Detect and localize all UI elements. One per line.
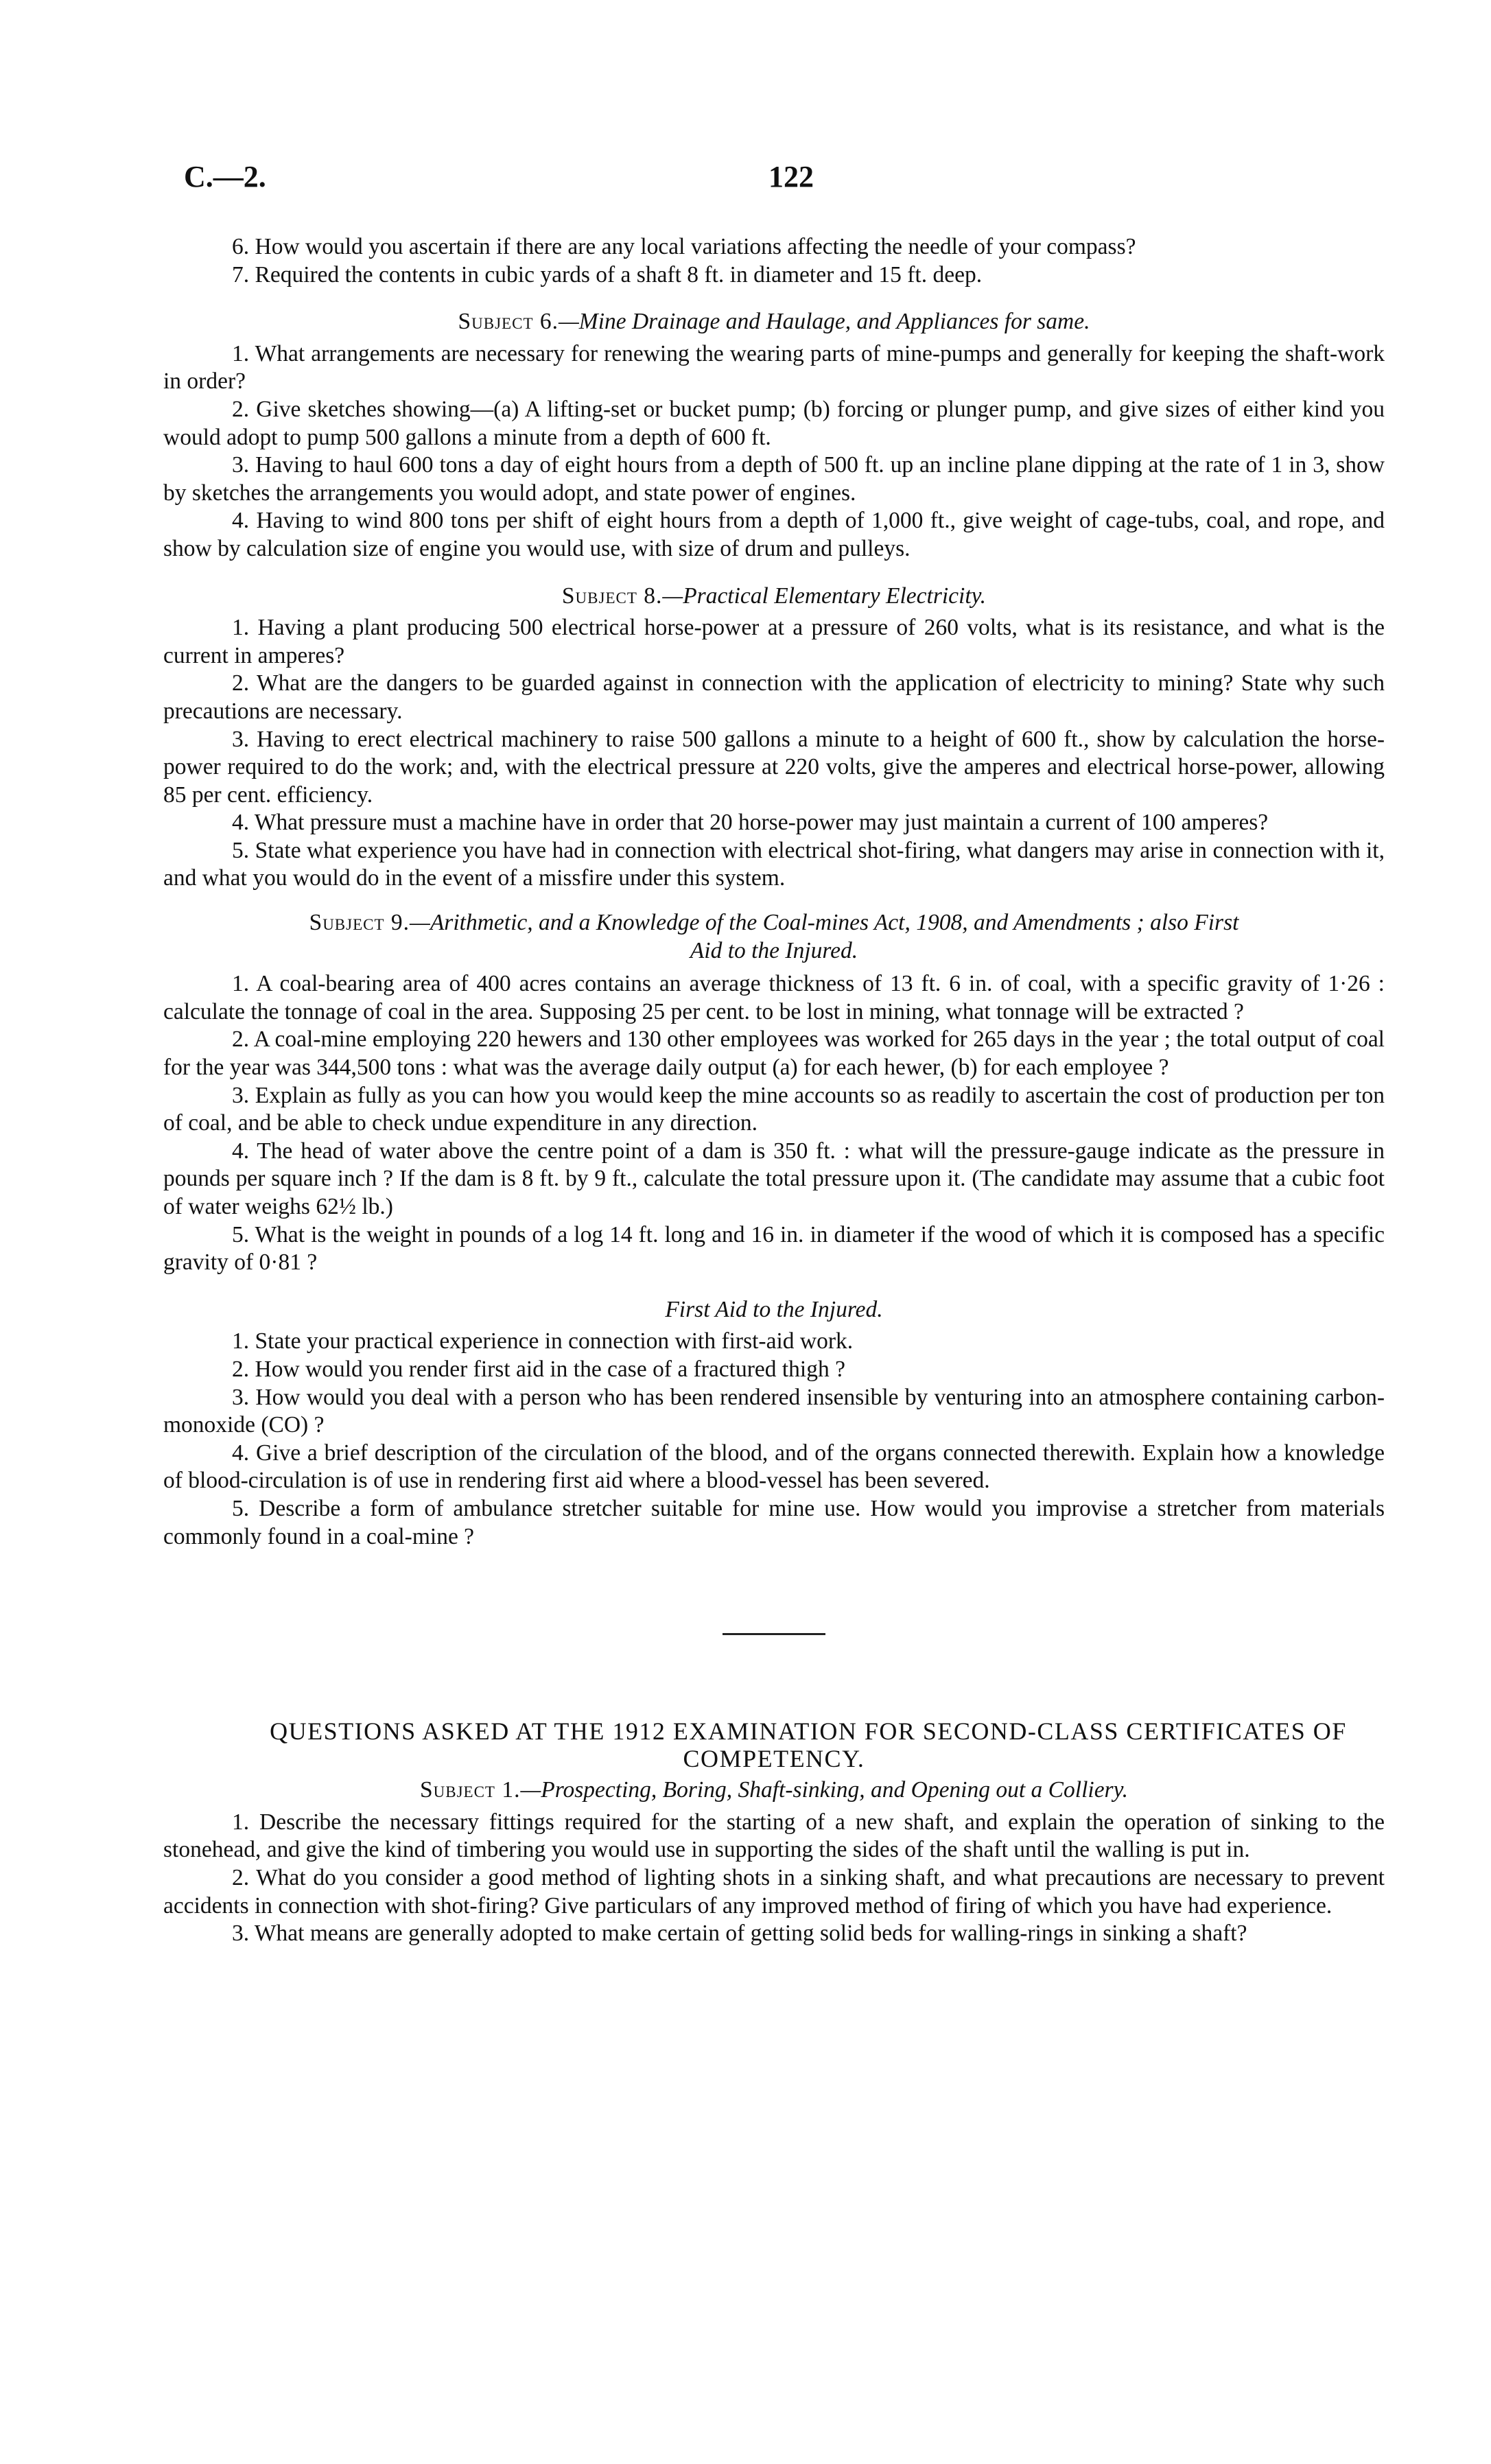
subject-title: —Practical Elementary Electricity. [662, 583, 987, 609]
question-paragraph: 3. Having to haul 600 tons a day of eight hours from a depth of 500 ft. up an incline plane dipping at the rate of 1 in 3, show by sketches the arrangements you would adopt, and state power of engines. [163, 452, 1385, 506]
question-paragraph: 6. How would you ascertain if there are any local variations affecting the needle of your compass? [232, 234, 1136, 259]
subject-label: Subject 8. [561, 583, 663, 609]
subject-8-heading [163, 583, 1385, 611]
page-header [184, 159, 1381, 200]
section-divider [723, 1633, 825, 1635]
subject-6-heading [163, 308, 1385, 336]
question-paragraph: 2. What are the dangers to be guarded against in connection with the application of electricity to mining? State why such precautions are necessary. [163, 670, 1385, 724]
question-paragraph: 5. State what experience you have had in connection with electrical shot-firing, what dangers may arise in connection with it, and what you would do in the event of a missfire under this system. [163, 837, 1385, 891]
subject-9-heading [163, 909, 1385, 965]
question-paragraph: 4. The head of water above the centre point of a dam is 350 ft. : what will the pressure-gauge indicate as the pressure in pounds per square inch ? If the dam is 8 ft. by 9 ft., calculate the total pressure upon it. (The candidate may assume that a cubic foot of water weighs 62½ lb.) [163, 1138, 1385, 1219]
question-paragraph: 3. How would you deal with a person who has been rendered insensible by venturing into an atmosphere containing carbon-monoxide (CO) ? [163, 1384, 1385, 1438]
subject-label: Subject 1. [419, 1777, 521, 1803]
document-reference: C.—2. [184, 160, 266, 193]
question-paragraph: 1. What arrangements are necessary for renewing the wearing parts of mine-pumps and generally for keeping the shaft-work in order? [163, 340, 1385, 395]
question-paragraph: 1. A coal-bearing area of 400 acres contains an average thickness of 13 ft. 6 in. of coal, with a specific gravity of 1·26 : calculate the tonnage of coal in the area. Supposing 25 per cent. to be lost in mining, what tonnage will be extracted ? [163, 971, 1385, 1024]
subject-label: Subject 9. [309, 910, 410, 936]
question-paragraph: 1. Describe the necessary fittings required for the starting of a new shaft, and explain the operation of sinking to the stonehead, and give the kind of timbering you would use in supporting the sides of the shaft until the walling is put in. [163, 1809, 1385, 1863]
question-paragraph: 5. Describe a form of ambulance stretcher suitable for mine use. How would you improvise a stretcher from materials commonly found in a coal-mine ? [163, 1495, 1385, 1549]
question-paragraph: 3. Explain as fully as you can how you would keep the mine accounts so as readily to ascertain the cost of production per ton of coal, and be able to check undue expenditure in any direction. [163, 1082, 1385, 1136]
question-paragraph: 1. State your practical experience in connection with first-aid work. [232, 1328, 854, 1354]
subject-title: —Mine Drainage and Haulage, and Appliances for same. [559, 309, 1090, 335]
question-paragraph: 2. A coal-mine employing 220 hewers and 130 other employees was worked for 265 days in the year ; the total output of coal for the year was 344,500 tons : what was the average daily output (a) for each hewer, (b) for each employee ? [163, 1026, 1385, 1081]
question-paragraph: 2. What do you consider a good method of lighting shots in a sinking shaft, and what precautions are necessary to prevent accidents in connection with shot-firing? Give particulars of any improved method of firing of which you have had experience. [163, 1864, 1385, 1919]
question-paragraph: 4. What pressure must a machine have in order that 20 horse-power may just maintain a current of 100 amperes? [232, 810, 1269, 836]
question-paragraph: 4. Give a brief description of the circulation of the blood, and of the organs connected therewith. Explain how a knowledge of blood-circulation is of use in rendering first aid where a blood-vessel has been severed. [163, 1440, 1385, 1494]
question-paragraph: 2. How would you render first aid in the case of a fractured thigh ? [232, 1356, 845, 1382]
question-paragraph: 7. Required the contents in cubic yards of a shaft 8 ft. in diameter and 15 ft. deep. [232, 261, 983, 288]
subject-title: —Arithmetic, and a Knowledge of the Coal-mines Act, 1908, and Amendments ; also First [410, 910, 1239, 936]
section-title: QUESTIONS ASKED AT THE 1912 EXAMINATION FOR SECOND-CLASS CERTIFICATES OF COMPETENCY. [270, 1717, 1347, 1773]
first-aid-heading: First Aid to the Injured. [665, 1296, 883, 1322]
question-paragraph: 1. Having a plant producing 500 electrical horse-power at a pressure of 260 volts, what is its resistance, and what is the current in amperes? [163, 615, 1385, 668]
question-paragraph: 5. What is the weight in pounds of a log 14 ft. long and 16 in. in diameter if the wood of which it is composed has a specific gravity of 0·81 ? [163, 1221, 1385, 1276]
subject-title: —Prospecting, Boring, Shaft-sinking, and Opening out a Colliery. [520, 1777, 1128, 1803]
page-content [163, 233, 1385, 1948]
subject-1-heading [163, 1776, 1385, 1805]
question-paragraph: 2. Give sketches showing—(a) A lifting-set or bucket pump; (b) forcing or plunger pump, and give sizes of either kind you would adopt to pump 500 gallons a minute from a depth of 600 ft. [163, 396, 1385, 450]
question-paragraph: 4. Having to wind 800 tons per shift of eight hours from a depth of 1,000 ft., give weight of cage-tubs, coal, and rope, and show by calculation size of engine you would use, with size of drum and pulleys. [163, 508, 1385, 561]
subject-label: Subject 6. [458, 309, 559, 335]
subject-title-continued: Aid to the Injured. [690, 937, 858, 963]
page-number: 122 [768, 160, 814, 193]
question-paragraph: 3. Having to erect electrical machinery to raise 500 gallons a minute to a height of 600 ft., show by calculation the horse-power required to do the work; and, with the electrical pressure at 220 volts, give the amperes and electrical horse-power, allowing 85 per cent. efficiency. [163, 726, 1385, 808]
question-paragraph: 3. What means are generally adopted to make certain of getting solid beds for walling-rings in sinking a shaft? [232, 1921, 1247, 1947]
